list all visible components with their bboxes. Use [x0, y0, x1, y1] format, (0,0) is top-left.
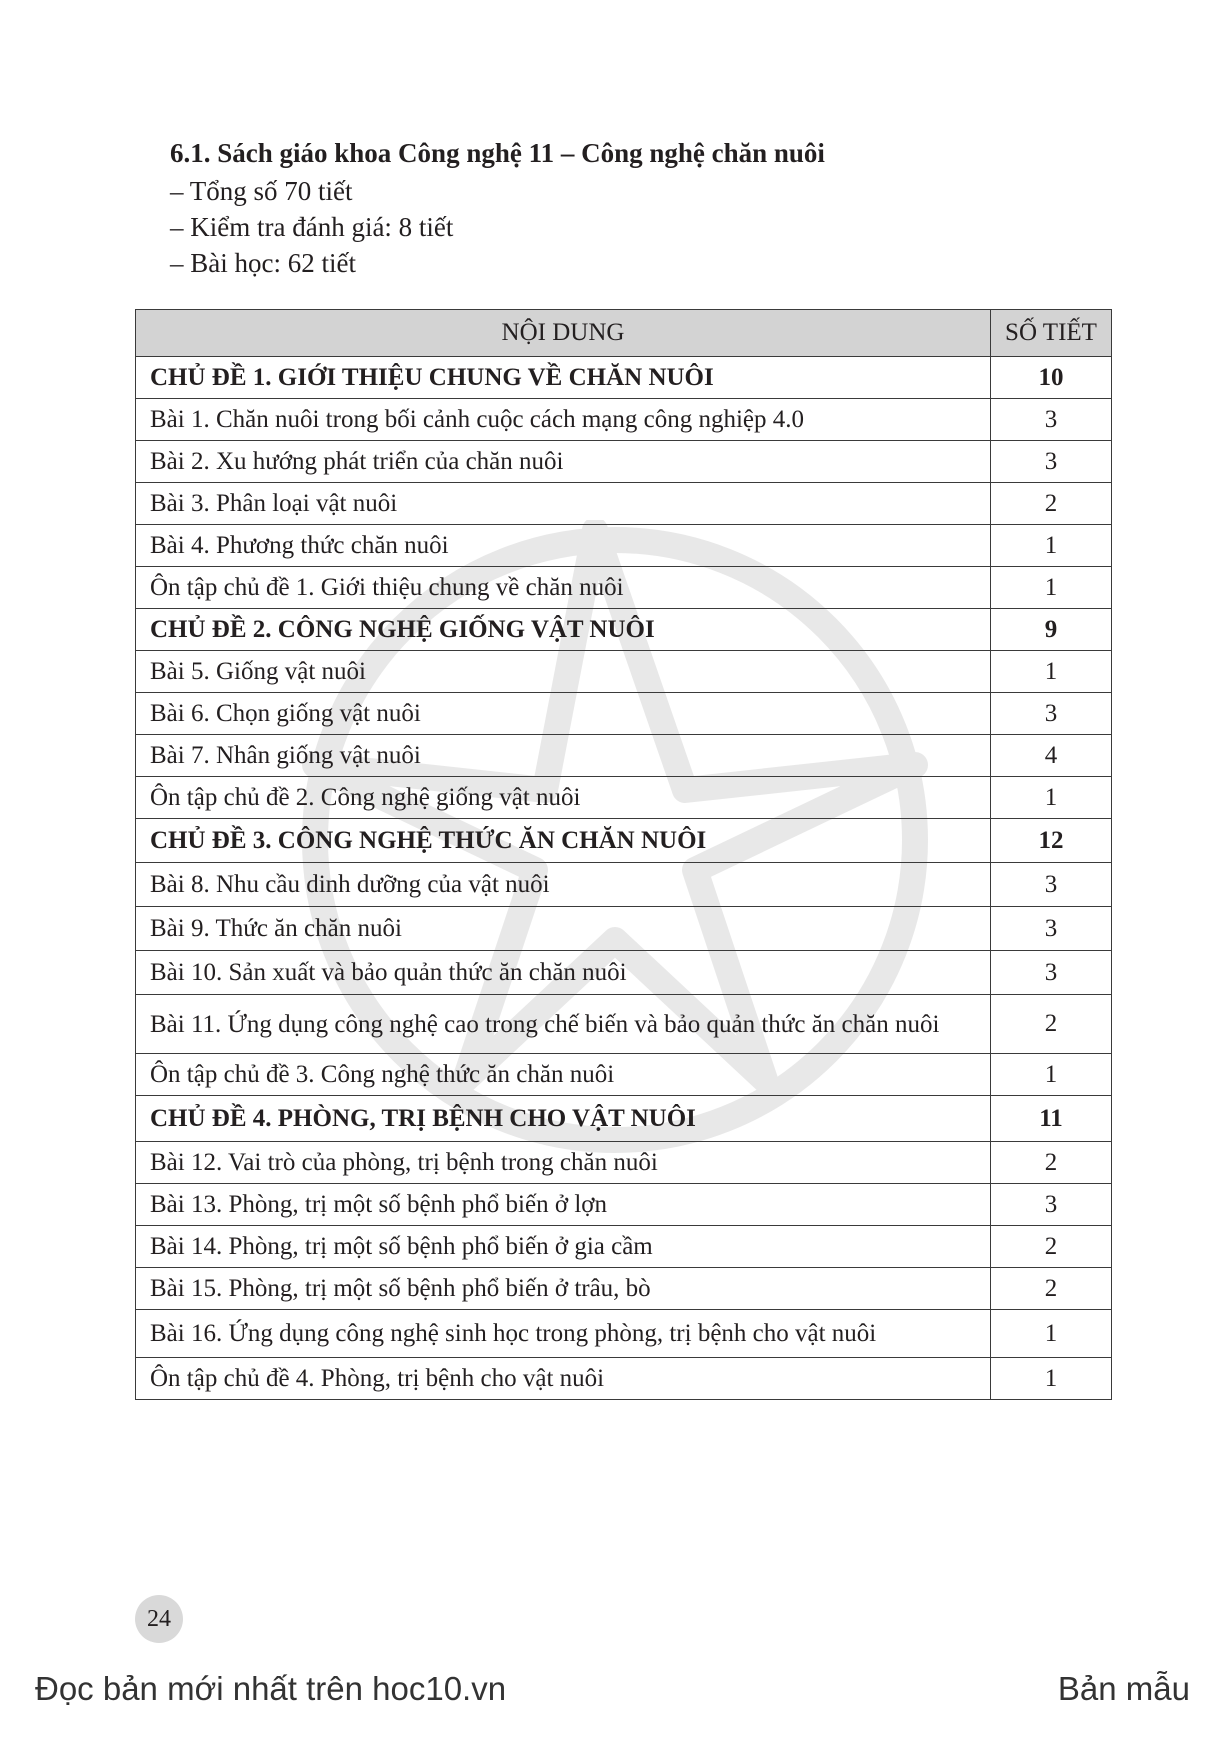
periods-cell: 9	[991, 609, 1112, 651]
lesson-title-cell: Bài 16. Ứng dụng công nghệ sinh học trong phòng, trị bệnh cho vật nuôi	[136, 1310, 991, 1358]
table-row	[136, 1358, 1112, 1400]
lesson-title-cell: Ôn tập chủ đề 2. Công nghệ giống vật nuôi	[136, 777, 991, 819]
periods-cell: 11	[991, 1096, 1112, 1142]
lesson-title-cell: Bài 2. Xu hướng phát triển của chăn nuôi	[136, 441, 991, 483]
table-row	[136, 441, 1112, 483]
column-header-hours: SỐ TIẾT	[991, 310, 1112, 357]
periods-cell: 2	[991, 1142, 1112, 1184]
table-row	[136, 1054, 1112, 1096]
lesson-title-cell: Bài 1. Chăn nuôi trong bối cảnh cuộc cách mạng công nghiệp 4.0	[136, 399, 991, 441]
table-row	[136, 1268, 1112, 1310]
lesson-title-cell: Ôn tập chủ đề 4. Phòng, trị bệnh cho vật nuôi	[136, 1358, 991, 1400]
table-row	[136, 951, 1112, 995]
topic-row	[136, 609, 1112, 651]
lesson-title-cell: Bài 12. Vai trò của phòng, trị bệnh trong chăn nuôi	[136, 1142, 991, 1184]
periods-cell: 1	[991, 567, 1112, 609]
lesson-title-cell: Bài 8. Nhu cầu dinh dưỡng của vật nuôi	[136, 863, 991, 907]
periods-cell: 4	[991, 735, 1112, 777]
periods-cell: 10	[991, 357, 1112, 399]
topic-title-cell: CHỦ ĐỀ 2. CÔNG NGHỆ GIỐNG VẬT NUÔI	[136, 609, 991, 651]
table-body	[136, 357, 1112, 1400]
periods-cell: 3	[991, 1184, 1112, 1226]
lesson-title-cell: Bài 7. Nhân giống vật nuôi	[136, 735, 991, 777]
table-row	[136, 525, 1112, 567]
table-row	[136, 567, 1112, 609]
topic-title-cell: CHỦ ĐỀ 4. PHÒNG, TRỊ BỆNH CHO VẬT NUÔI	[136, 1096, 991, 1142]
table-row	[136, 1142, 1112, 1184]
periods-cell: 2	[991, 995, 1112, 1054]
periods-cell: 3	[991, 399, 1112, 441]
periods-cell: 3	[991, 907, 1112, 951]
lesson-periods-line: – Bài học: 62 tiết	[170, 248, 356, 278]
periods-cell: 2	[991, 1226, 1112, 1268]
table-row	[136, 651, 1112, 693]
lesson-title-cell: Bài 4. Phương thức chăn nuôi	[136, 525, 991, 567]
periods-cell: 3	[991, 441, 1112, 483]
lesson-title-cell: Bài 10. Sản xuất và bảo quản thức ăn chăn nuôi	[136, 951, 991, 995]
periods-cell: 3	[991, 693, 1112, 735]
curriculum-table	[135, 309, 1112, 1400]
periods-cell: 12	[991, 819, 1112, 863]
periods-cell: 1	[991, 1054, 1112, 1096]
lesson-title-cell: Bài 9. Thức ăn chăn nuôi	[136, 907, 991, 951]
periods-cell: 2	[991, 483, 1112, 525]
periods-cell: 1	[991, 651, 1112, 693]
table-row	[136, 777, 1112, 819]
lesson-title-cell: Ôn tập chủ đề 3. Công nghệ thức ăn chăn nuôi	[136, 1054, 991, 1096]
table-row	[136, 1310, 1112, 1358]
footer-sample-edition: Bản mẫu	[1057, 1670, 1190, 1707]
total-periods-line: – Tổng số 70 tiết	[170, 176, 353, 206]
lesson-title-cell: Bài 13. Phòng, trị một số bệnh phổ biến ở lợn	[136, 1184, 991, 1226]
periods-cell: 2	[991, 1268, 1112, 1310]
assessment-periods-line: – Kiểm tra đánh giá: 8 tiết	[170, 212, 454, 242]
table-row	[136, 1226, 1112, 1268]
lesson-title-cell: Bài 6. Chọn giống vật nuôi	[136, 693, 991, 735]
lesson-title-cell: Bài 11. Ứng dụng công nghệ cao trong chế biến và bảo quản thức ăn chăn nuôi	[136, 995, 991, 1054]
table-row	[136, 907, 1112, 951]
periods-cell: 1	[991, 525, 1112, 567]
page-number: 24	[135, 1595, 183, 1643]
lesson-title-cell: Ôn tập chủ đề 1. Giới thiệu chung về chăn nuôi	[136, 567, 991, 609]
column-header-content: NỘI DUNG	[136, 310, 991, 357]
periods-cell: 1	[991, 777, 1112, 819]
section-title: 6.1. Sách giáo khoa Công nghệ 11 – Công nghệ chăn nuôi	[170, 138, 825, 168]
lesson-title-cell: Bài 15. Phòng, trị một số bệnh phổ biến ở trâu, bò	[136, 1268, 991, 1310]
lesson-title-cell: Bài 5. Giống vật nuôi	[136, 651, 991, 693]
table-row	[136, 995, 1112, 1054]
topic-title-cell: CHỦ ĐỀ 3. CÔNG NGHỆ THỨC ĂN CHĂN NUÔI	[136, 819, 991, 863]
periods-cell: 3	[991, 863, 1112, 907]
topic-title-cell: CHỦ ĐỀ 1. GIỚI THIỆU CHUNG VỀ CHĂN NUÔI	[136, 357, 991, 399]
table-row	[136, 399, 1112, 441]
topic-row	[136, 1096, 1112, 1142]
periods-cell: 1	[991, 1358, 1112, 1400]
table-row	[136, 693, 1112, 735]
table-row	[136, 1184, 1112, 1226]
lesson-title-cell: Bài 3. Phân loại vật nuôi	[136, 483, 991, 525]
table-header-row	[136, 310, 1112, 357]
table-row	[136, 483, 1112, 525]
lesson-title-cell: Bài 14. Phòng, trị một số bệnh phổ biến ở gia cầm	[136, 1226, 991, 1268]
periods-cell: 1	[991, 1310, 1112, 1358]
periods-cell: 3	[991, 951, 1112, 995]
footer-read-latest: Đọc bản mới nhất trên hoc10.vn	[35, 1670, 507, 1707]
topic-row	[136, 819, 1112, 863]
table-row	[136, 735, 1112, 777]
topic-row	[136, 357, 1112, 399]
table-row	[136, 863, 1112, 907]
